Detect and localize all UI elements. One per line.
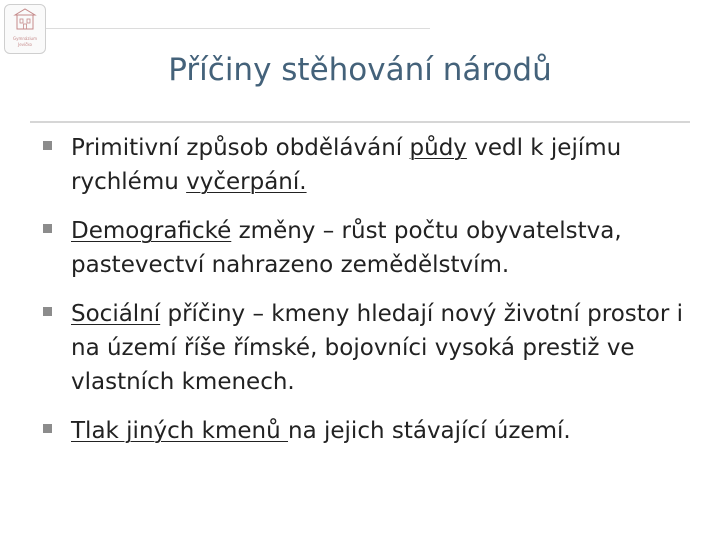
bullet-item — [40, 131, 690, 199]
bullet-text-part: vyčerpání. — [186, 169, 307, 195]
slide-title: Příčiny stěhování národů — [168, 52, 552, 88]
bullet-text-part: na jejich stávající území. — [288, 418, 571, 444]
bullet-text-part: vedl k jejímu rychlému — [71, 135, 622, 195]
school-logo — [4, 4, 46, 54]
bullet-text-part: půdy — [409, 135, 467, 161]
bullet-list — [40, 131, 690, 448]
top-divider — [30, 28, 430, 29]
bullet-text-part: Primitivní způsob obdělávání — [71, 135, 410, 161]
bullet-item — [40, 214, 690, 282]
bullet-square-icon — [43, 307, 52, 316]
bullet-text-part: Demografické — [71, 218, 232, 244]
bullet-text-part: Sociální — [71, 301, 161, 327]
logo-text-line1: Gymnázium — [13, 36, 37, 41]
bullet-item — [40, 414, 690, 448]
bullet-item — [40, 297, 690, 399]
title-divider — [30, 121, 690, 123]
logo-text-line2: Jevíčko — [18, 42, 32, 47]
bullet-text-part: příčiny – kmeny hledají nový životní prostor i na území říše římské, bojovníci vysoká prestiž ve vlastních kmenech. — [71, 301, 684, 395]
bullet-square-icon — [43, 141, 52, 150]
bullet-text-part: Tlak jiných kmenů — [71, 418, 289, 444]
building-icon — [5, 5, 45, 35]
bullet-square-icon — [43, 424, 52, 433]
bullet-text-part: změny – růst počtu obyvatelstva, pastevectví nahrazeno zemědělstvím. — [71, 218, 622, 278]
bullet-square-icon — [43, 224, 52, 233]
